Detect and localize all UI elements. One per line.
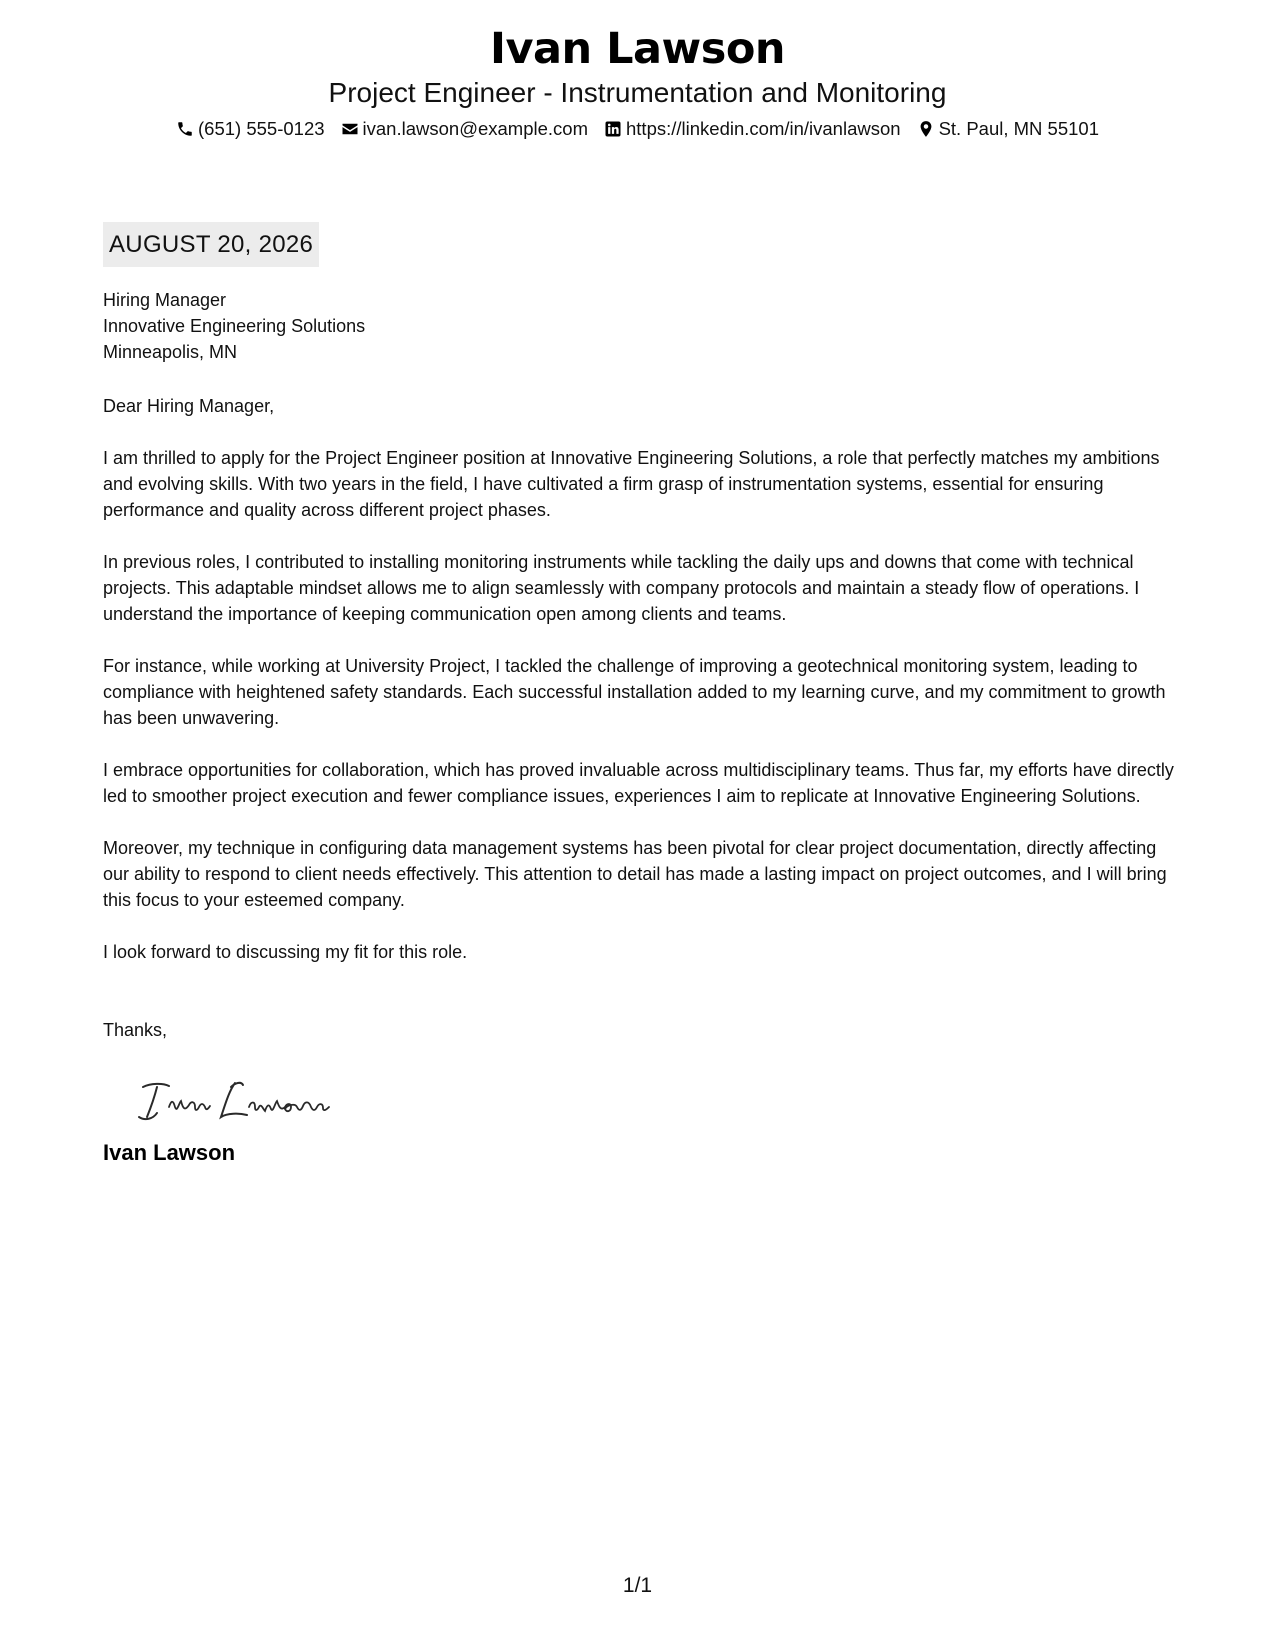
applicant-name: Ivan Lawson — [489, 24, 786, 74]
phone-text: (651) 555-0123 — [198, 118, 325, 139]
recipient-line: Minneapolis, MN — [103, 342, 238, 362]
linkedin-text: https://linkedin.com/in/ivanlawson — [626, 118, 901, 139]
recipient-line: Innovative Engineering Solutions — [103, 316, 366, 336]
recipient-line: Hiring Manager — [103, 290, 227, 310]
phone-icon — [176, 120, 194, 138]
body-paragraph: I am thrilled to apply for the Project Engineer position at Innovative Engineering Solutions, a role that perfectly matches my ambitions and evolving skills. With two years in the field, I have cultivated a firm grasp of instrumentation systems, essential for ensuring performance and quality across different project phases. — [103, 448, 1160, 520]
contact-info — [0, 116, 1275, 142]
contact-location — [917, 116, 1099, 142]
body-paragraph: I embrace opportunities for collaboration, which has proved invaluable across multidisciplinary teams. Thus far, my efforts have directly led to smoother project execution and fewer compliance issues, experiences I aim to replicate at Innovative Engineering Solutions. — [103, 760, 1174, 806]
map-pin-icon — [917, 120, 935, 138]
body-paragraph: For instance, while working at University Project, I tackled the challenge of improving a geotechnical monitoring system, leading to compliance with heightened safety standards. Each successful installation added to my learning curve, and my commitment to growth has been unwavering. — [103, 656, 1166, 728]
email-text: ivan.lawson@example.com — [362, 118, 588, 139]
letter-header — [0, 22, 1275, 142]
letter-date: AUGUST 20, 2026 — [103, 222, 319, 267]
contact-phone — [176, 116, 325, 142]
signature-image — [135, 1073, 335, 1127]
linkedin-icon — [604, 120, 622, 138]
signer-name: Ivan Lawson — [103, 1140, 236, 1165]
body-paragraph: I look forward to discussing my fit for this role. — [103, 942, 468, 962]
envelope-icon — [341, 120, 359, 138]
contact-email[interactable] — [341, 116, 588, 142]
salutation: Dear Hiring Manager, — [103, 396, 275, 416]
body-paragraph: In previous roles, I contributed to installing monitoring instruments while tackling the daily ups and downs that come with technical projects. This adaptable mindset allows me to align seamlessly with company protocols and maintain a steady flow of operations. I understand the importance of keeping communication open among clients and teams. — [103, 552, 1140, 624]
closing: Thanks, — [103, 1020, 168, 1040]
body-paragraph: Moreover, my technique in configuring data management systems has been pivotal for clear project documentation, directly affecting our ability to respond to client needs effectively. This attention to detail has made a lasting impact on project outcomes, and I will bring this focus to your esteemed company. — [103, 838, 1167, 910]
contact-linkedin[interactable] — [604, 116, 901, 142]
page-number: 1/1 — [622, 1574, 653, 1597]
recipient-block — [103, 287, 1175, 365]
letter-body — [103, 222, 1175, 1167]
location-text: St. Paul, MN 55101 — [938, 118, 1099, 139]
applicant-title: Project Engineer - Instrumentation and Monitoring — [328, 77, 947, 108]
